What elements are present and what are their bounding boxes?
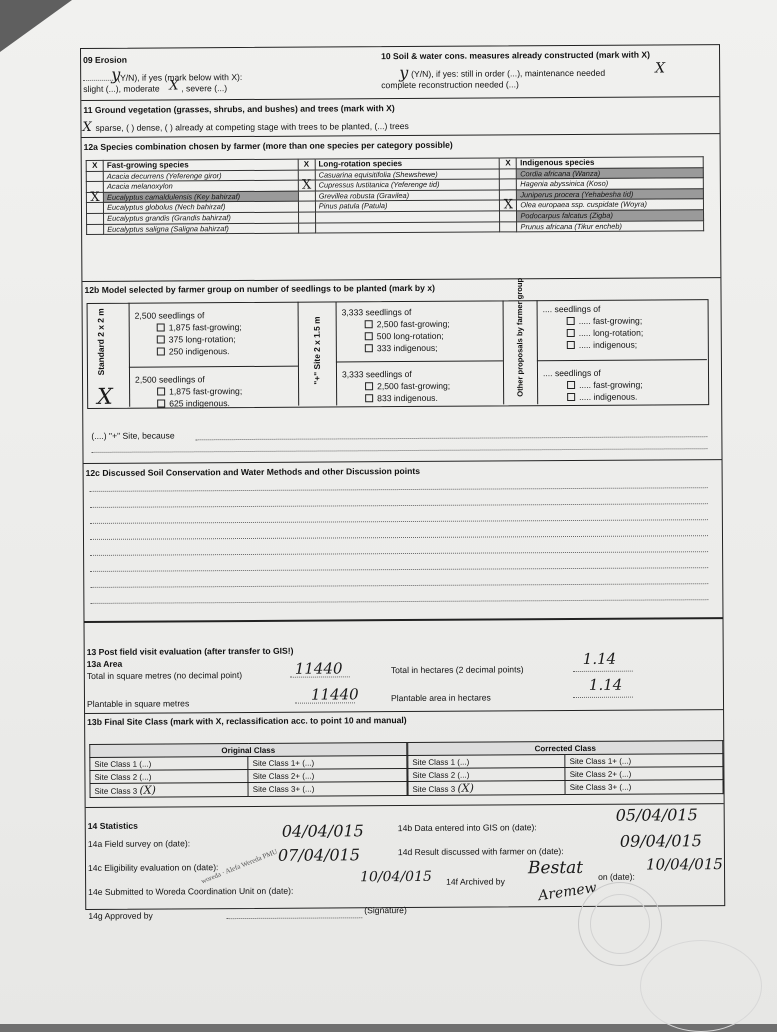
erosion-value: y: [111, 64, 121, 84]
species-table: X Fast-growing species X Long-rotation species X Indigenous species Acacia decurrens (Yeferenge giror) Casuarina equisitifolia (Shewshewe) Cordia africana (Wanza) Acacia melanoxylon X Cupressus lustitanica (Yeferenge tid) Hagenia abyssinica (Koso) X Eucalyptus camaldulensis (Key bahirzaf) Grevillea robusta (Gravilea) Juniperus procera (Yehabesha tid) Eucalyptus globolus (Nech bahirzaf) Pinus patula (Patula) X Olea europaea ssp. cuspidate (Woyra) Eucalyptus grandis (Grandis bahirzaf) Podocarpus falcatus (Zigba) Eucalyptus saligna (Saligna bahirzaf) Prunus africana (Tikur encheb): [86, 156, 704, 235]
swc-line1: (Y/N), if yes: still in order (...), maintenance needed: [411, 67, 606, 79]
discussed-title: 12c Discussed Soil Conservation and Water Methods and other Discussion points: [85, 465, 421, 478]
signature: Aremew: [537, 879, 598, 905]
checkbox[interactable]: [365, 382, 373, 390]
o1-head: .... seedlings of: [542, 303, 601, 315]
original-class-mark: (X): [139, 783, 156, 797]
submitted-label: 14e Submitted to Woreda Coordination Unit on (date):: [88, 885, 294, 897]
long-header: Long-rotation species: [315, 158, 500, 170]
indig-species: Prunus africana (Tikur encheb): [517, 220, 704, 232]
indig-species: Juniperus procera (Yehabesha tid): [517, 188, 704, 200]
archived-date: 10/04/015: [645, 855, 723, 874]
gis-entry-label: 14b Data entered into GIS on (date):: [397, 822, 537, 834]
s2-head: 2,500 seedlings of: [134, 374, 205, 385]
archived-label: 14f Archived by: [446, 876, 505, 887]
fast-species: Eucalyptus globolus (Nech bahirzaf): [104, 202, 299, 214]
checkbox[interactable]: [365, 320, 373, 328]
swc-value: y: [399, 62, 409, 83]
submitted-date: 10/04/015: [360, 868, 432, 886]
fast-header: Fast-growing species: [103, 159, 298, 171]
fast-species: Acacia melanoxylon: [103, 180, 298, 192]
stamp-seal: [640, 940, 762, 1032]
checkbox[interactable]: [567, 329, 575, 337]
s1-head: 2,500 seedlings of: [134, 310, 205, 321]
long-mark: X: [298, 180, 315, 191]
total-sqm-label: Total in square metres (no decimal point): [86, 670, 243, 681]
checkbox[interactable]: [157, 323, 165, 331]
result-discussed-label: 14d Result discussed with farmer on (date):: [397, 846, 564, 858]
checkbox[interactable]: [365, 394, 373, 402]
other-label: Other proposals by farmer group: [514, 277, 525, 397]
erosion-line2b: , severe (...): [181, 83, 228, 94]
model-title: 12b Model selected by farmer group on number of seedlings to be planted (mark by x): [84, 282, 436, 295]
field-survey-date: 04/04/015: [281, 821, 364, 841]
indig-header: Indigenous species: [517, 157, 704, 169]
checkbox[interactable]: [567, 317, 575, 325]
total-ha-label: Total in hectares (2 decimal points): [390, 664, 524, 676]
eligibility-date: 07/04/015: [277, 845, 361, 865]
checkbox[interactable]: [567, 393, 575, 401]
long-species: Pinus patula (Patula): [315, 200, 500, 212]
fast-mark: X: [86, 192, 103, 203]
approved-label: 14g Approved by: [88, 910, 153, 921]
long-species: Cupressus lustitanica (Yeferenge tid): [315, 179, 500, 191]
checkbox[interactable]: [157, 399, 165, 407]
checkbox[interactable]: [365, 332, 373, 340]
total-sqm-value: 11440: [294, 659, 343, 678]
indig-species: Cordia africana (Wanza): [517, 167, 704, 179]
signature-label: (Signature): [364, 905, 407, 916]
field-survey-label: 14a Field survey on (date):: [87, 838, 191, 849]
fast-species: Eucalyptus grandis (Grandis bahirzaf): [104, 212, 299, 224]
standard-label: Standard 2 x 2 m: [95, 308, 107, 376]
plus-site-because: (....) "+" Site, because: [91, 430, 175, 441]
result-discussed-date: 09/04/015: [619, 831, 702, 851]
final-title: 13b Final Site Class (mark with X, reclassification acc. to point 10 and manual): [87, 715, 407, 727]
ground-mark: X: [82, 119, 92, 135]
total-ha-value: 1.14: [582, 649, 617, 668]
p2-head: 3,333 seedlings of: [341, 368, 412, 380]
plant-sqm-value: 11440: [310, 685, 359, 704]
checkbox[interactable]: [567, 381, 575, 389]
checkbox[interactable]: [567, 341, 575, 349]
fast-species: Acacia decurrens (Yeferenge giror): [103, 170, 298, 182]
eligibility-label: 14c Eligibility evaluation on (date):: [87, 862, 219, 873]
post-title: 13 Post field visit evaluation (after transfer to GIS!): [86, 645, 294, 657]
form-sheet: 09 Erosion y (Y/N), if yes (mark below with X): slight (...), moderate X , severe (...) 10 Soil & water cons. measures already constructed (mark with X) y (Y/N), if yes: still in order (...), maintenance needed X complete reconstruction needed (...) 11 Ground vegetation (grasses, shrubs, and bushes) and trees (mark with X) X sparse, ( ) dense, ( ) already at competing stage with trees to be planted, (...) trees 12a Species combination chosen by farmer (more than one species per category possible) X Fast-growing species X Long-rotation species X Indigenous species Acacia decurrens (Yeferenge giror) Casuarina equisitifolia (Shewshewe) Cordia africana (Wanza) Acacia melanoxylon X Cupressus lustitanica (Yeferenge tid) Hagenia abyssinica (Koso) X Eucalyptus camaldulensis (Key bahirzaf) Grevillea robusta (Gravilea) Juniperus procera (Yehabesha tid) Eucalyptus globolus (Nech bahirzaf) Pinus patula (Patula) X Olea europaea ssp. cuspidate (Woyra) Eucalyptus grandis (Grandis bahirzaf) Podocarpus falcatus (Zigba) Eucalyptus saligna (Saligna bahirzaf) Prunus africana (Tikur encheb) 12b Model selected by farmer group on number of seedlings to be planted (mark by x) Standard 2 x 2 m X "+" Site 2 x 1.5 m Other proposals by farmer group 2,500 seedlings of 1,875 fast-growing; 375 long-rotation; 250 indigenous. 2,500 seedlings of 1,875 fast-growing; 625 indigenous. 3,333 seedlings of 2,500 fast-growing; 500 long-rotation; 333 indigenous; 3,333 seedlings of 2,500 fast-growing; 833 indigenous. .... seedlings of ..... fast-growing; ..... long-rotation; ..... indigenous; .... seedlings of ..... fast-growing; ..... indigenous. (....) "+" Site, because 12c Discussed Soil Conservation and Water Methods and other Discussion points 13 Post field visit evaluation (after transfer to GIS!) 13a Area Total in square metres (no decimal point) 11440 Total in hectares (2 decimal points) 1.14 Plantable in square metres 11440 Plantable area in hectares 1.14 13b Final Site Class (mark with X, reclassification acc. to point 10 and manual) Original Class Site Class 1 (...) Site Class 1+ (...) Site Class 2 (...) Site Class 2+ (...) Site Class 3 (X) Site Class 3+ (...) Corrected Class Site Class 1 (...) Site Class 1+ (...) Site Class 2 (...) Site Class 2+ (...) Site Class 3 (X) Site Class 3+ (...) 14 Statistics 14a Field survey on (date): 04/04/015 14b Data entered into GIS on (date): 05/04/015 14c Eligibility evaluation on (date): 07/04/015 14d Result discussed with farmer on (date): 09/04/015 14e Submitted to Woreda Coordination Unit on (date): 10/04/015 14f Archived by Bestat on (date): 10/04/015 Aremew 14g Approved by (Signature): [80, 44, 725, 910]
archived-on-label: on (date):: [598, 871, 635, 882]
model-mark: X: [97, 384, 113, 410]
plant-ha-value: 1.14: [588, 675, 623, 694]
o2-head: .... seedlings of: [542, 367, 601, 379]
indig-mark: X: [500, 200, 517, 211]
stamp-text: woreda · Alefa Wereda PMU: [200, 847, 279, 886]
gis-entry-date: 05/04/015: [615, 805, 698, 825]
erosion-line1: (Y/N), if yes (mark below with X):: [117, 72, 243, 83]
long-species: Grevillea robusta (Gravilea): [315, 190, 500, 202]
area-title: 13a Area: [86, 658, 123, 669]
p1-head: 3,333 seedlings of: [341, 306, 412, 318]
swc-line2: complete reconstruction needed (...): [381, 79, 519, 91]
indig-species: Hagenia abyssinica (Koso): [517, 178, 704, 190]
folded-corner: [0, 0, 72, 52]
swc-mark: X: [655, 60, 666, 77]
erosion-mark: X: [169, 78, 179, 94]
checkbox[interactable]: [157, 347, 165, 355]
indig-species: Olea europaea ssp. cuspidate (Woyra): [517, 199, 704, 211]
indig-species: Podocarpus falcatus (Zigba): [517, 210, 704, 222]
plant-sqm-label: Plantable in square metres: [86, 698, 190, 709]
checkbox[interactable]: [157, 335, 165, 343]
plant-ha-label: Plantable area in hectares: [390, 692, 491, 704]
long-species: Casuarina equisitifolia (Shewshewe): [315, 169, 500, 181]
ground-text: sparse, ( ) dense, ( ) already at competing stage with trees to be planted, (...) trees: [95, 120, 409, 133]
ground-title: 11 Ground vegetation (grasses, shrubs, and bushes) and trees (mark with X): [83, 103, 395, 115]
original-class-table: Original Class Site Class 1 (...) Site Class 1+ (...) Site Class 2 (...) Site Class 2+ (...) Site Class 3 (X) Site Class 3+ (...): [89, 742, 407, 798]
erosion-line2: slight (...), moderate: [83, 83, 160, 94]
corrected-class-table: Corrected Class Site Class 1 (...) Site Class 1+ (...) Site Class 2 (...) Site Class 2+ (...) Site Class 3 (X) Site Class 3+ (...): [407, 740, 723, 796]
corrected-class-mark: (X): [457, 781, 474, 795]
fast-species: Eucalyptus camaldulensis (Key bahirzaf): [104, 191, 299, 203]
checkbox[interactable]: [157, 387, 165, 395]
fast-species: Eucalyptus saligna (Saligna bahirzaf): [104, 223, 299, 235]
archived-by-signature: Bestat: [527, 857, 584, 879]
swc-title: 10 Soil & water cons. measures already constructed (mark with X): [381, 49, 650, 62]
checkbox[interactable]: [365, 344, 373, 352]
stats-title: 14 Statistics: [87, 820, 138, 831]
plus-site-label: "+" Site 2 x 1.5 m: [311, 316, 323, 385]
erosion-title: 09 Erosion: [83, 54, 128, 65]
species-title: 12a Species combination chosen by farmer (more than one species per category possible): [83, 139, 453, 152]
